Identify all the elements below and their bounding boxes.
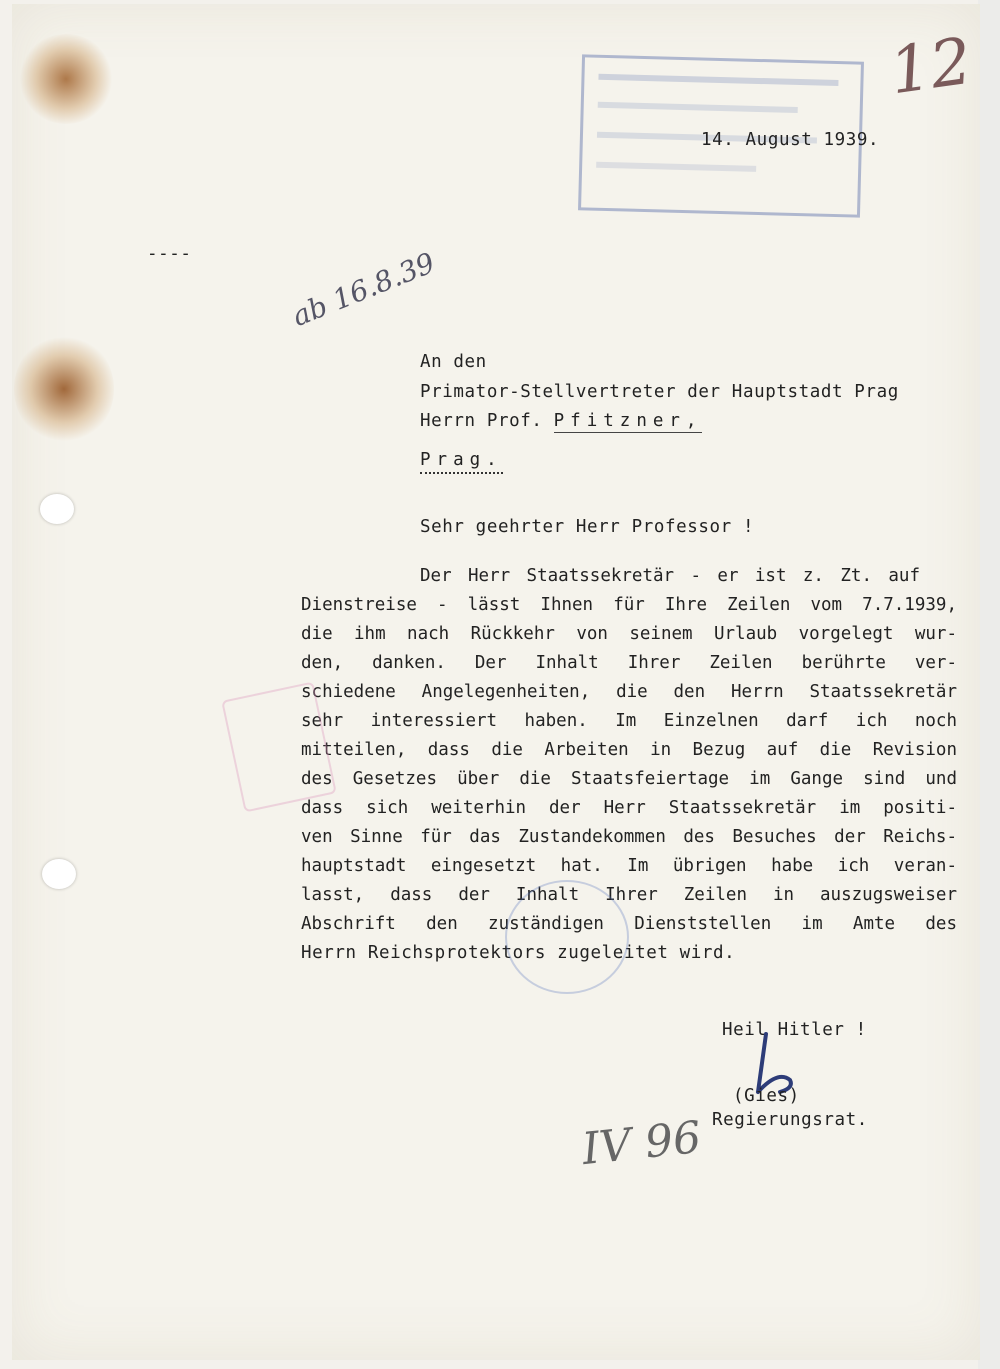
- body-line-3: die ihm nach Rückkehr von seinem Urlaub vorgelegt wur-: [301, 624, 957, 644]
- address-line-3: [420, 411, 702, 431]
- punch-hole-lower: [42, 859, 76, 889]
- body-line-6: sehr interessiert haben. Im Einzelnen darf ich noch: [301, 711, 957, 731]
- faint-blue-stamp: [505, 880, 629, 994]
- signer-title: Regierungsrat.: [712, 1110, 868, 1130]
- page-number-annotation: 12: [885, 24, 977, 110]
- letter-date: 14. August 1939.: [701, 130, 880, 150]
- body-line-1: Der Herr Staatssekretär - er ist z. Zt. auf: [420, 566, 920, 586]
- body-line-14: Herrn Reichsprotektors zugeleitet wird.: [301, 943, 736, 963]
- address-city: Prag.: [420, 450, 503, 474]
- reference-dash: ----: [147, 244, 192, 264]
- body-line-11: hauptstadt eingesetzt hat. Im übrigen habe ich veran-: [301, 856, 957, 876]
- salutation: Sehr geehrter Herr Professor !: [420, 517, 755, 537]
- address-prefix: Herrn Prof.: [420, 411, 543, 431]
- addressee-name: Pfitzner,: [553, 411, 703, 431]
- body-line-10: ven Sinne für das Zustandekommen des Besuches der Reichs-: [301, 827, 957, 847]
- signer-name: (Gies): [733, 1086, 800, 1106]
- body-line-5: schiedene Angelegenheiten, die den Herrn Staatssekretär: [301, 682, 957, 702]
- rust-stain-middle: [14, 334, 114, 444]
- body-line-4: den, danken. Der Inhalt Ihrer Zeilen berührte ver-: [301, 653, 957, 673]
- body-line-2: Dienstreise - lässt Ihnen für Ihre Zeilen vom 7.7.1939,: [301, 595, 957, 615]
- body-line-13: Abschrift den zuständigen Dienststellen im Amte des: [301, 914, 957, 934]
- body-line-7: mitteilen, dass die Arbeiten in Bezug auf die Revision: [301, 740, 957, 760]
- closing-greeting: Heil Hitler !: [722, 1020, 867, 1040]
- address-line-2: Primator-Stellvertreter der Hauptstadt Prag: [420, 382, 899, 402]
- body-line-12: lasst, dass der Inhalt Ihrer Zeilen in auszugsweiser: [301, 885, 957, 905]
- body-line-8: des Gesetzes über die Staatsfeiertage im Gange sind und: [301, 769, 957, 789]
- punch-hole-upper: [40, 494, 74, 524]
- margin-note-annotation: ab 16.8.39: [287, 246, 440, 333]
- address-line-1: An den: [420, 352, 487, 372]
- rust-stain-top: [18, 34, 114, 124]
- bottom-note-annotation: IV 96: [579, 1111, 704, 1176]
- body-line-9: dass sich weiterhin der Herr Staatssekretär im positi-: [301, 798, 957, 818]
- page-edge: [978, 0, 1000, 1369]
